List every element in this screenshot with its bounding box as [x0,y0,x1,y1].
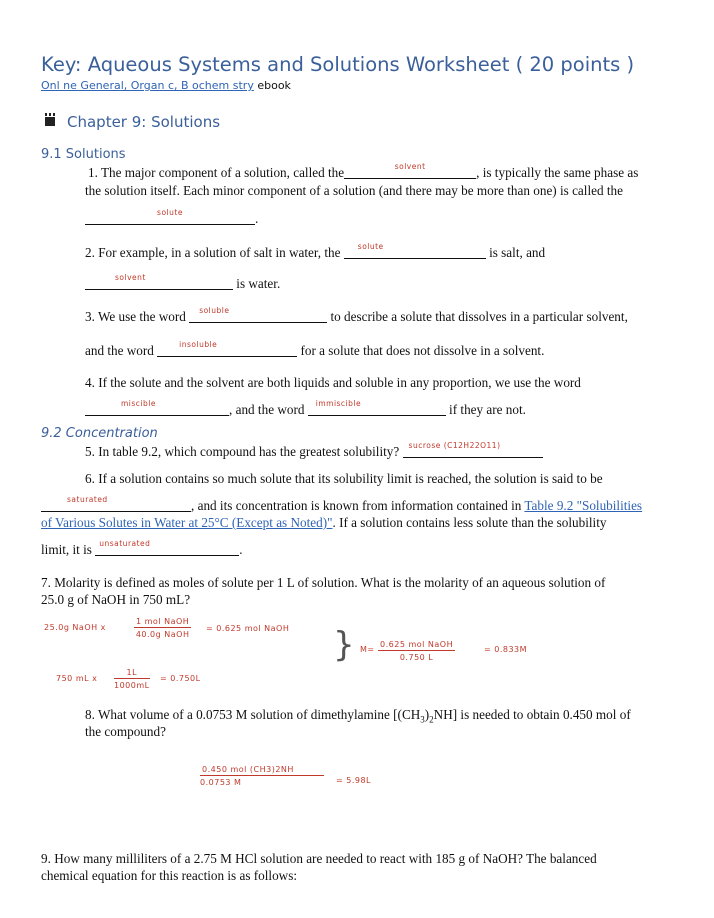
q7-molarity-denominator: 0.750 L [399,653,434,662]
q3-text-c: and the word [85,343,154,358]
question-1-line-3 [85,210,258,228]
q4-blank-1 [85,399,229,416]
question-5 [85,443,543,461]
q4-text-c: if they are not. [449,402,526,417]
q4-answer-1: miscible [121,399,156,408]
q5-answer: sucrose (C12H22O11) [408,441,501,450]
q4-answer-2: immiscible [315,399,362,408]
q2-blank-2 [85,273,233,290]
q7-work-line-1-result: = 0.625 mol NaOH [206,624,290,633]
q3-blank-2 [157,340,297,357]
q2-text-b: is salt, and [489,245,546,260]
q7-work-line-1-fraction [134,617,191,639]
q7-work-line-1-lhs: 25.0g NaOH x [44,623,106,632]
q7-molarity-lhs: M= [360,645,375,654]
question-1-line-2: the solution itself. Each minor component of a solution (and there may be more than one) is called the [85,183,623,198]
q6-blank-1 [41,495,191,512]
question-9-line-2: chemical equation for this reaction is as follows: [41,868,297,883]
q6-answer-2: unsaturated [99,539,151,548]
q6-text-c: . If a solution contains less solute than the solubility [332,515,607,530]
q8-sub-2: 2 [429,714,434,725]
q6-text-e: . [239,542,243,557]
q2-blank-1 [344,242,486,259]
question-1-line-1 [88,164,638,182]
q8-work-result: = 5.98L [336,776,372,785]
page-title: Key: Aqueous Systems and Solutions Worksheet ( 20 points ) [41,53,635,76]
q3-text-d: for a solute that does not dissolve in a solvent. [300,343,545,358]
q1-text-d: . [255,211,259,226]
section-heading-9-1: 9.1 Solutions [41,147,126,162]
q7-molarity-numerator: 0.625 mol NaOH [380,640,454,649]
section-heading-9-2: 9.2 Concentration [41,426,158,441]
question-7-line-2: 25.0 g of NaOH in 750 mL? [41,592,191,607]
q8-sub-1: 3 [420,714,425,725]
q6-answer-1: saturated [67,495,108,504]
q8-text-a3: NH] is needed to obtain 0.450 mol of [433,707,631,722]
source-link[interactable]: Onl ne General, Organ c, B ochem stry [41,79,254,92]
question-6-line-2 [41,497,642,515]
q8-text-a2: ) [424,707,430,722]
q8-work-denominator: 0.0753 M [200,778,242,787]
q7-molarity-result: = 0.833M [484,645,528,654]
q8-work-fraction [200,765,324,787]
chapter-heading [45,113,220,131]
table-9-2-link-part-1[interactable]: Table 9.2 "Solubilities [524,498,643,513]
q7-work-line-2-result: = 0.750L [160,674,201,683]
q4-text-b: , and the word [229,402,305,417]
q7-molarity-fraction [378,640,455,662]
q1-text-b: , is typically the same phase as [476,165,639,180]
question-8-line-2: the compound? [85,724,166,739]
q3-blank-1 [189,306,327,323]
q1-answer-1: solvent [394,162,426,171]
q1-text-a: 1. The major component of a solution, called the [88,165,345,180]
source-suffix: ebook [257,79,291,92]
q7-work-line-2-fraction [114,668,150,690]
question-3-line-2 [85,342,544,360]
q3-answer-2: insoluble [179,340,218,349]
q4-blank-2 [308,399,446,416]
q8-work-numerator: 0.450 mol (CH3)2NH [200,765,324,776]
q7-work-line-1-numerator: 1 mol NaOH [136,617,190,626]
q2-text-a: 2. For example, in a solution of salt in water, the [85,245,341,260]
question-4-line-2 [85,401,526,419]
q5-text: 5. In table 9.2, which compound has the greatest solubility? [85,444,400,459]
q7-work-line-2-denominator: 1000mL [114,681,150,690]
source-line [41,79,291,92]
q1-answer-2: solute [157,208,183,217]
question-6-line-4 [41,541,243,559]
question-2-line-1 [85,244,545,262]
q6-blank-2 [95,539,239,556]
q2-answer-1: solute [357,242,384,251]
chapter-title: Chapter 9: Solutions [67,113,221,131]
q2-answer-2: solvent [115,273,146,282]
q1-blank-1 [344,162,476,179]
clapperboard-icon [45,117,55,126]
question-4-line-1: 4. If the solute and the solvent are both liquids and soluble in any proportion, we use the word [85,375,581,390]
question-2-line-2 [85,275,280,293]
q6-text-d: limit, it is [41,542,92,557]
q1-blank-2 [85,208,255,225]
question-8-line-1 [85,706,631,729]
q3-answer-1: soluble [199,306,230,315]
question-3-line-1 [85,308,628,326]
q7-work-line-2-lhs: 750 mL x [56,674,98,683]
q6-text-b: , and its concentration is known from information contained in [191,498,522,513]
question-6-line-1: 6. If a solution contains so much solute that its solubility limit is reached, the solution is said to be [85,471,603,486]
q8-text-a: 8. What volume of a 0.0753 M solution of dimethylamine [(CH [85,707,421,722]
q2-text-c: is water. [236,276,281,291]
question-6-line-3 [41,514,606,532]
q7-work-line-1-denominator: 40.0g NaOH [135,630,190,639]
question-9-line-1: 9. How many milliliters of a 2.75 M HCl solution are needed to react with 185 g of NaOH? The balanced [41,851,597,866]
q3-text-a: 3. We use the word [85,309,186,324]
table-9-2-link-part-2[interactable]: of Various Solutes in Water at 25°C (Except as Noted)" [41,515,333,530]
q5-blank [403,441,543,458]
q3-text-b: to describe a solute that dissolves in a particular solvent, [330,309,628,324]
question-7-line-1: 7. Molarity is defined as moles of solute per 1 L of solution. What is the molarity of an aqueous solution of [41,575,606,590]
q7-work-line-2-numerator: 1L [114,668,150,679]
q7-work-brace: } [333,625,355,665]
